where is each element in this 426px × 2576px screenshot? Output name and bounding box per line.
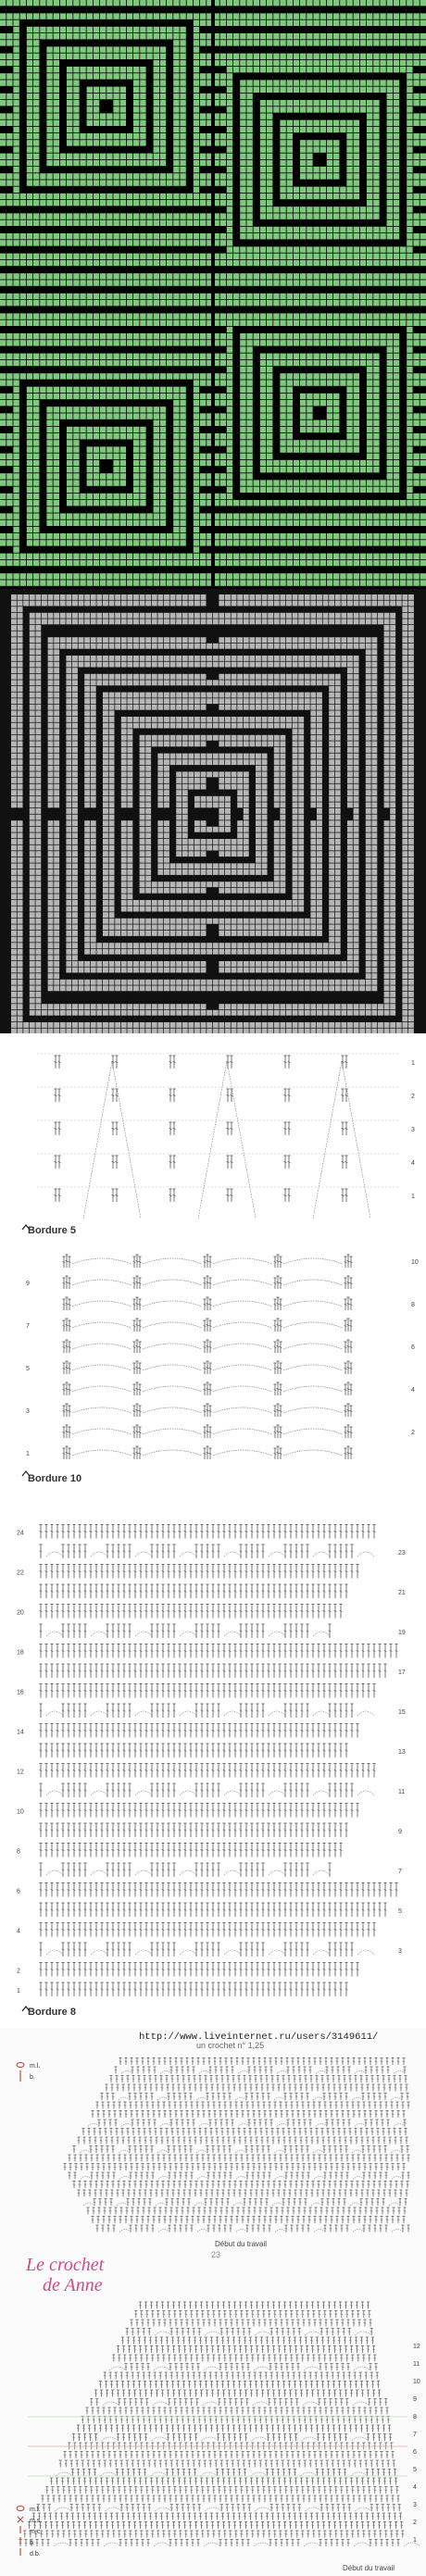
- bordure-5-row-3: 3: [411, 1127, 415, 1133]
- bordure-10-row-9: 9: [26, 1281, 30, 1287]
- bordure-8-left-row-16: 16: [17, 1690, 24, 1696]
- bordure-10-label: Bordure 10: [28, 1473, 81, 1484]
- watermark-url: http://www.liveinternet.ru/users/3149611/: [139, 2032, 378, 2043]
- anne-row-10: 10: [413, 2379, 420, 2385]
- bordure-8-left-row-22: 22: [17, 1570, 24, 1577]
- single-crochet-symbol-icon: [18, 2517, 23, 2522]
- anne-row-1: 1: [413, 2537, 417, 2544]
- anne-row-3: 3: [413, 2502, 417, 2508]
- bordure-8-right-row-19: 19: [398, 1630, 406, 1636]
- anne-row-7: 7: [413, 2432, 417, 2438]
- bordure-5-10-charts: [0, 1033, 426, 1496]
- bordure-8-left-row-10: 10: [17, 1809, 24, 1816]
- bordure-8-left-row-2: 2: [17, 1969, 20, 1975]
- bordure-10-row-5: 5: [26, 1366, 30, 1372]
- page-number: 23: [211, 2250, 220, 2259]
- start-label-top: Début du travail: [215, 2240, 267, 2248]
- legend-bottom-label-1: m.l.: [30, 2507, 40, 2513]
- start-label-bottom: Début du travail: [343, 2564, 395, 2572]
- bordure-8-right-row-11: 11: [398, 1789, 405, 1795]
- hook-note: un crochet n° 1,25: [196, 2041, 264, 2050]
- bordure-5-row-1: 1: [411, 1060, 415, 1067]
- legend-top-label-1: m.l.: [30, 2063, 40, 2070]
- anne-row-5: 5: [413, 2467, 417, 2473]
- bordure-5-stitches: [37, 1054, 398, 1219]
- anne-row-4: 4: [413, 2484, 417, 2491]
- chain-symbol-icon: [17, 2507, 24, 2511]
- anne-row-2: 2: [413, 2520, 417, 2526]
- maze-cells: [11, 594, 414, 1033]
- bordure-8-label: Bordure 8: [28, 2007, 76, 2018]
- bordure-8-left-row-1: 1: [17, 1988, 20, 1995]
- bordure-8-right-row-9: 9: [398, 1829, 402, 1835]
- bordure-10-row-10: 10: [411, 1259, 419, 1266]
- legend-top-label-2: b.: [30, 2074, 35, 2081]
- chain-symbol-icon: [17, 2063, 24, 2068]
- legend-bottom-label-4: b.: [30, 2540, 35, 2546]
- green-filet-chart: [0, 0, 426, 589]
- brand-line-1: Le crochet: [25, 2255, 105, 2275]
- bordure-10-row-4: 4: [411, 1387, 415, 1394]
- legend-bottom-label-5: d.b.: [30, 2551, 41, 2557]
- bordure-5-row-5: 1: [411, 1194, 415, 1200]
- legend-bottom-label-2: m.s.: [30, 2518, 42, 2524]
- bordure-8-left-row-14: 14: [17, 1730, 24, 1736]
- anne-chart-page: [0, 2028, 426, 2576]
- bordure-10-row-6: 6: [411, 1344, 415, 1351]
- bordure-8-left-row-20: 20: [17, 1610, 24, 1617]
- anne-stitches: [19, 2058, 420, 2547]
- bordure-8-right-row-7: 7: [398, 1869, 402, 1875]
- bordure-5-label: Bordure 5: [28, 1225, 76, 1236]
- bordure-8-left-row-18: 18: [17, 1650, 24, 1657]
- bordure-8-left-row-4: 4: [17, 1929, 20, 1935]
- bordure-8-left-row-12: 12: [17, 1769, 24, 1776]
- bordure-10-row-2: 2: [411, 1430, 415, 1436]
- bordure-8-right-row-3: 3: [398, 1948, 402, 1955]
- bordure-8-right-row-5: 5: [398, 1908, 402, 1915]
- anne-chart-svg: [0, 2028, 426, 2576]
- bordure-8-right-row-21: 21: [398, 1590, 406, 1596]
- bordure-8-chart: [0, 1496, 426, 2028]
- bordure-8-left-row-6: 6: [17, 1889, 20, 1895]
- green-grid-svg: [0, 0, 426, 589]
- anne-row-12: 12: [413, 2344, 420, 2350]
- bordure-8-right-row-17: 17: [398, 1669, 406, 1676]
- gray-maze-chart: [0, 589, 426, 1033]
- bordure-8-svg: [0, 1496, 426, 2028]
- brand-line-2: de Anne: [43, 2275, 103, 2295]
- bordure-5-row-2: 2: [411, 1094, 415, 1100]
- bordure-10-row-1: 1: [26, 1451, 30, 1457]
- bordure-10-row-3: 3: [26, 1408, 30, 1415]
- bordure-8-right-row-13: 13: [398, 1749, 406, 1756]
- bordure-10-row-7: 7: [26, 1323, 30, 1330]
- bordure-5-10-svg: [0, 1033, 426, 1496]
- anne-row-6: 6: [413, 2449, 417, 2456]
- anne-row-9: 9: [413, 2396, 417, 2403]
- bordure-5-row-4: 4: [411, 1160, 415, 1167]
- bordure-8-left-row-24: 24: [17, 1531, 24, 1537]
- bordure-8-right-row-23: 23: [398, 1550, 406, 1557]
- anne-row-8: 8: [413, 2414, 417, 2420]
- legend-bottom: [17, 2507, 42, 2558]
- bordure-8-stitches: [39, 1525, 397, 1997]
- maze-grid-svg: [0, 589, 426, 1033]
- legend-bottom-label-3: m.c.: [30, 2529, 42, 2535]
- bordure-10-row-8: 8: [411, 1302, 415, 1308]
- anne-row-11: 11: [413, 2361, 420, 2368]
- bordure-10-stitches: [62, 1255, 352, 1459]
- legend-top: [17, 2063, 40, 2082]
- bordure-8-right-row-15: 15: [398, 1709, 406, 1716]
- bordure-8-left-row-8: 8: [17, 1849, 20, 1856]
